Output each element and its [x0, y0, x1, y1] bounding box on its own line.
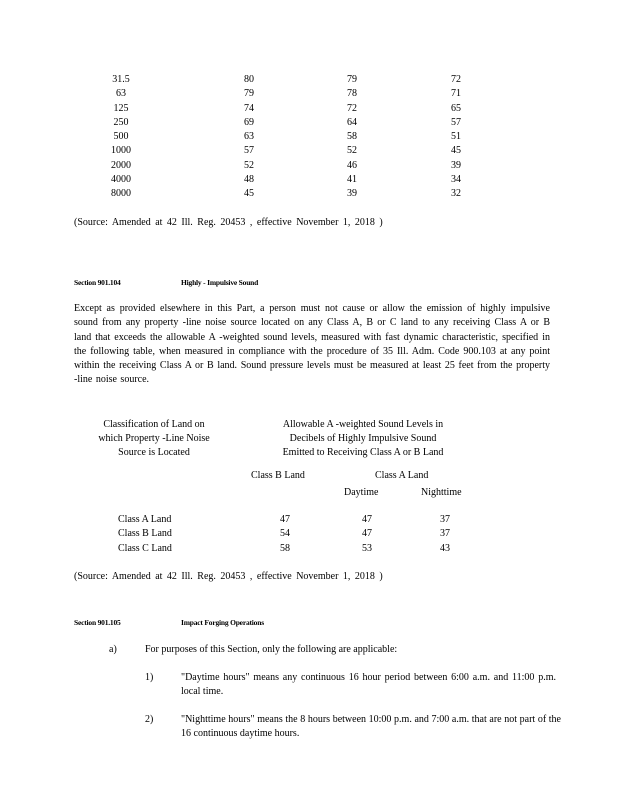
item-label-1: 1) — [145, 672, 154, 683]
table-cell: 32 — [451, 188, 461, 200]
table-cell: 250 — [113, 116, 129, 128]
nighttime-header: Nighttime — [421, 487, 462, 498]
table-cell: 45 — [244, 188, 254, 200]
table-cell: 71 — [451, 88, 461, 100]
table-cell: 4000 — [111, 174, 131, 186]
table-cell: 2000 — [111, 159, 131, 171]
table-cell: 79 — [244, 88, 254, 100]
table-cell: 53 — [362, 542, 372, 554]
item-text-a: For purposes of this Section, only the following are applicable: — [145, 644, 398, 655]
table-cell: 52 — [347, 145, 357, 157]
table-cell: 31.5 — [112, 74, 130, 85]
daytime-header: Daytime — [344, 487, 379, 498]
table-header-allowable — [258, 418, 468, 460]
header-line: Source is Located — [118, 447, 190, 458]
table-cell: 72 — [451, 74, 461, 85]
table-cell: 37 — [440, 514, 450, 525]
table-cell: 65 — [451, 102, 461, 114]
table-cell: 39 — [347, 188, 357, 200]
header-line: Emitted to Receiving Class A or B Land — [282, 447, 444, 458]
table-cell: 74 — [244, 102, 254, 114]
header-line: which Property -Line Noise — [98, 433, 210, 444]
table-cell: 47 — [362, 528, 372, 540]
table-cell: 8000 — [111, 188, 131, 200]
table-cell: 48 — [244, 174, 254, 186]
section-title: Highly - Impulsive Sound — [181, 278, 259, 287]
table-cell: 58 — [280, 542, 290, 554]
table-cell: 47 — [362, 514, 372, 525]
table-cell: 500 — [113, 131, 129, 143]
table-cell: Class B Land — [118, 528, 172, 540]
table-cell: 45 — [451, 145, 461, 157]
class-a-land-header: Class A Land — [375, 470, 429, 481]
table-cell: 39 — [451, 159, 461, 171]
table-cell: 54 — [280, 528, 290, 540]
section-title: Impact Forging Operations — [181, 618, 264, 627]
table-cell: 46 — [347, 159, 357, 171]
table-cell: 58 — [347, 131, 357, 143]
table-cell: 78 — [347, 88, 357, 100]
table-cell: 34 — [451, 174, 461, 186]
table-cell: 47 — [280, 514, 290, 525]
table-cell: 63 — [244, 131, 254, 143]
section-paragraph: Except as provided elsewhere in this Part, a person must not cause or allow the emission of highly impulsive sound from any property -line noise source located on any Class A, B or C land to any receiving Class A or B land that exceeds the allowable A -weighted sound levels, measured with fast dynamic characteristic, specified in the following table, when measured in compliance with the procedure of 35 Ill. Adm. Code 900.103 at any point within the receiving Class A or B land. Sound pressure levels must be measured at least 25 feet from the property -line noise source. — [74, 303, 550, 386]
table-cell: Class C Land — [118, 542, 172, 554]
source-note: (Source: Amended at 42 Ill. Reg. 20453 , effective November 1, 2018 ) — [74, 571, 383, 582]
header-line: Classification of Land on — [103, 419, 205, 430]
header-line: Decibels of Highly Impulsive Sound — [289, 433, 437, 444]
table-cell: 125 — [113, 102, 129, 114]
table-cell: 57 — [244, 145, 254, 157]
table-cell: 72 — [347, 102, 357, 114]
item-label-2: 2) — [145, 714, 154, 725]
table-cell: 69 — [244, 116, 254, 128]
item-label-a: a) — [109, 644, 117, 655]
table-cell: 51 — [451, 131, 461, 143]
table-cell: 43 — [440, 542, 450, 554]
section-number: Section 901.104 — [74, 278, 121, 287]
table-header-classification — [84, 418, 224, 460]
table-cell: 80 — [244, 74, 254, 85]
table-cell: 79 — [347, 74, 357, 85]
table-cell: 63 — [116, 88, 126, 100]
table-cell: 41 — [347, 174, 357, 186]
item-text-2: "Nighttime hours" means the 8 hours between 10:00 p.m. and 7:00 a.m. that are not part of the 16 continuous daytime hours. — [181, 714, 561, 740]
header-line: Allowable A -weighted Sound Levels in — [282, 419, 444, 430]
section-number: Section 901.105 — [74, 618, 121, 627]
source-note: (Source: Amended at 42 Ill. Reg. 20453 , effective November 1, 2018 ) — [74, 217, 383, 228]
table-cell: 1000 — [111, 145, 131, 157]
table-cell: 37 — [440, 528, 450, 540]
class-b-land-header: Class B Land — [251, 470, 305, 481]
table-cell: 52 — [244, 159, 254, 171]
table-cell: Class A Land — [118, 514, 172, 525]
table-cell: 57 — [451, 116, 461, 128]
item-text-1: "Daytime hours" means any continuous 16 hour period between 6:00 a.m. and 11:00 p.m. local time. — [181, 672, 556, 698]
table-cell: 64 — [347, 116, 357, 128]
